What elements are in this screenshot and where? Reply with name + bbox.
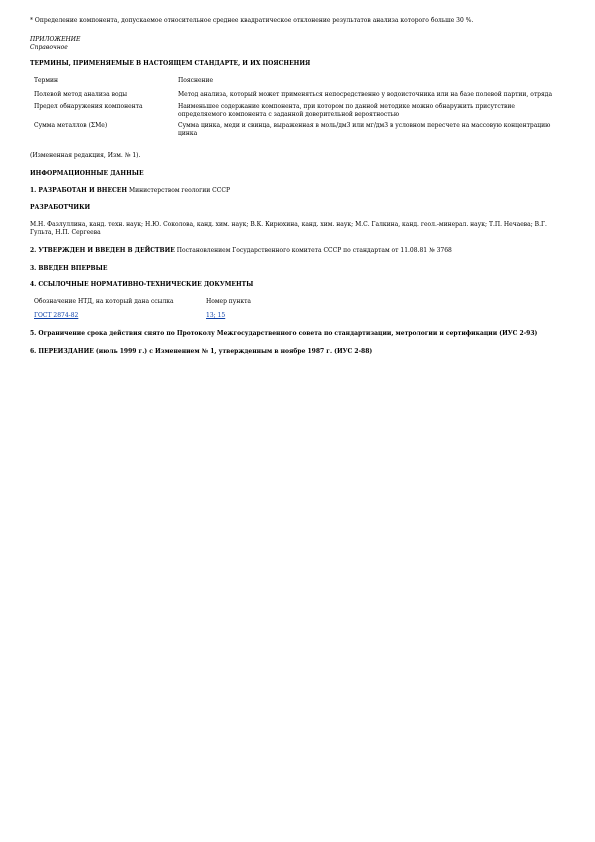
info-item-5: 5. Ограничение срока действия снято по Протоколу Межгосударственного совета по стандартизации, метрологии и сертификации (ИУС 2-93) [30,329,538,337]
references-table [34,298,251,320]
gost-2874-82-link[interactable]: ГОСТ 2874-82 [34,311,79,319]
column-header-doc: Обозначение НТД, на который дана ссылка [34,298,174,306]
term-cell: Предел обнаружения компонента [34,102,143,110]
table-row [34,312,251,320]
info-item-4: 4. ССЫЛОЧНЫЕ НОРМАТИВНО-ТЕХНИЧЕСКИЕ ДОКУМЕНТЫ [30,281,254,289]
ref-doc-cell [34,312,206,320]
column-header-term: Термин [34,77,59,85]
explanation-cell: Метод анализа, который может применяться непосредственно у водоисточника или на базе полевой партии, отряда [178,90,553,98]
table-row [34,91,562,103]
info-item-2 [30,247,562,255]
ref-item-cell [206,312,251,320]
info-item-6: 6. ПЕРЕИЗДАНИЕ (июль 1999 г.) с Изменением № 1, утвержденным в ноябре 1987 г. (ИУС 2-88) [30,347,373,355]
terms-heading: ТЕРМИНЫ, ПРИМЕНЯЕМЫЕ В НАСТОЯЩЕМ СТАНДАРТЕ, И ИХ ПОЯСНЕНИЯ [30,60,311,68]
info-item-1-text: Министерством геологии СССР [127,186,230,194]
footnote: * Определение компонента, допускаемое относительное среднее квадратическое отклонение результатов анализа которого больше 30 %. [30,17,474,24]
table-header-row [34,298,251,312]
table-row [34,103,562,123]
developers-list: М.Н. Фазлуллина, канд. техн. наук; Н.Ю. Соколова, канд. хим. наук; В.К. Кирюхина, канд. хим. наук; М.С. Галкина, канд. геол.-минерал. наук; Т.П. Нечаева; В.Г. Гульта, Н.П. Сергеева [30,221,547,236]
info-item-2-label: 2. УТВЕРЖДЕН И ВВЕДЕН В ДЕЙСТВИЕ [30,246,175,254]
info-item-1-label: 1. РАЗРАБОТАН И ВНЕСЕН [30,186,128,194]
explanation-cell: Наименьшее содержание компонента, при котором по данной методике можно обнаружить присутствие определяемого компонента с заданной доверительной вероятностью [178,102,515,118]
info-heading: ИНФОРМАЦИОННЫЕ ДАННЫЕ [30,169,144,177]
table-row [34,122,562,142]
info-item-2-text: Постановлением Государственного комитета СССР по стандартам от 11.08.81 № 3768 [174,246,452,254]
document-page [30,17,562,355]
term-cell: Сумма металлов (ΣMe) [34,122,108,130]
info-item-3: 3. ВВЕДЕН ВПЕРВЫЕ [30,264,108,272]
column-header-item: Номер пункта [206,298,251,306]
table-header-row [34,77,562,91]
info-item-1 [30,187,562,195]
item-numbers-link[interactable]: 13; 15 [206,311,226,319]
explanation-cell: Сумма цинка, меди и свинца, выраженная в моль/дм3 или мг/дм3 в условном пересчете на массовую концентрацию цинка [178,122,551,138]
column-header-explanation: Пояснение [178,77,214,85]
amendment-note: (Измененная редакция, Изм. № 1). [30,151,141,159]
appendix-title: ПРИЛОЖЕНИЕ [30,35,81,43]
appendix-subtitle: Справочное [30,43,68,51]
developers-heading: РАЗРАБОТЧИКИ [30,204,91,212]
term-cell: Полевой метод анализа воды [34,90,128,98]
terms-table [34,77,562,142]
